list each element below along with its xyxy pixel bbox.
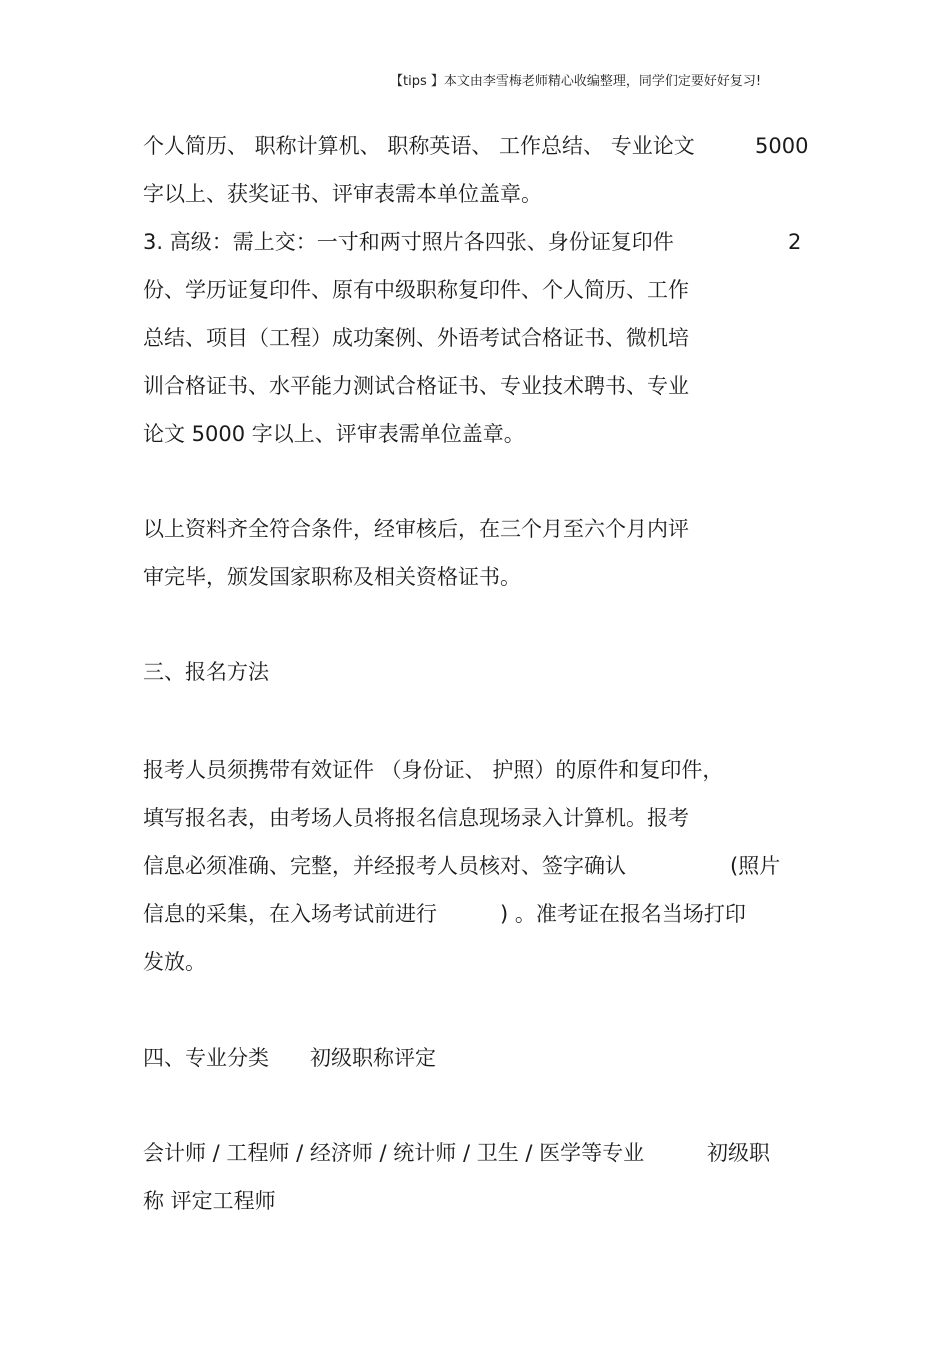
block1-line2: 字以上、获奖证书、评审表需本单位盖章。 <box>143 182 542 206</box>
section3-heading: 三、报名方法 <box>143 660 269 684</box>
block2-line1: 3. 高级：需上交：一寸和两寸照片各四张、身份证复印件 <box>143 230 674 254</box>
block3-line2: 审完毕，颁发国家职称及相关资格证书。 <box>143 565 521 589</box>
block1-line1: 个人简历、 职称计算机、 职称英语、 工作总结、 专业论文 <box>143 134 695 158</box>
block4-line5: 发放。 <box>143 950 206 974</box>
block5-line1: 会计师 / 工程师 / 经济师 / 统计师 / 卫生 / 医学等专业 <box>143 1141 645 1165</box>
block5-line2: 称 评定工程师 <box>143 1189 276 1213</box>
block4-line3: 信息必须准确、完整，并经报考人员核对、签字确认 <box>143 854 626 878</box>
block3-line1: 以上资料齐全符合条件，经审核后，在三个月至六个月内评 <box>143 517 689 541</box>
block4-line2: 填写报名表，由考场人员将报名信息现场录入计算机。报考 <box>143 806 689 830</box>
block2-line1-number: 2 <box>788 230 802 254</box>
header-tip: 【tips 】本文由李雪梅老师精心收编整理，同学们定要好好复习! <box>390 74 762 89</box>
block5-line1-tail: 初级职 <box>707 1141 770 1165</box>
block4-line4: 信息的采集，在入场考试前进行 <box>143 902 437 926</box>
block4-line4-tail: ) 。准考证在报名当场打印 <box>500 902 746 926</box>
section4-heading: 四、专业分类 <box>143 1046 269 1070</box>
section4-heading-sub: 初级职称评定 <box>310 1046 436 1070</box>
block4-line1: 报考人员须携带有效证件 （身份证、 护照）的原件和复印件， <box>143 758 724 782</box>
block2-line4: 训合格证书、水平能力测试合格证书、专业技术聘书、专业 <box>143 374 689 398</box>
block2-line2: 份、学历证复印件、原有中级职称复印件、个人简历、工作 <box>143 278 689 302</box>
block1-line1-number: 5000 <box>755 134 809 158</box>
block4-line3-tail: (照片 <box>730 854 781 878</box>
block2-line3: 总结、项目（工程）成功案例、外语考试合格证书、微机培 <box>143 326 689 350</box>
block2-line5: 论文 5000 字以上、评审表需单位盖章。 <box>143 422 525 446</box>
